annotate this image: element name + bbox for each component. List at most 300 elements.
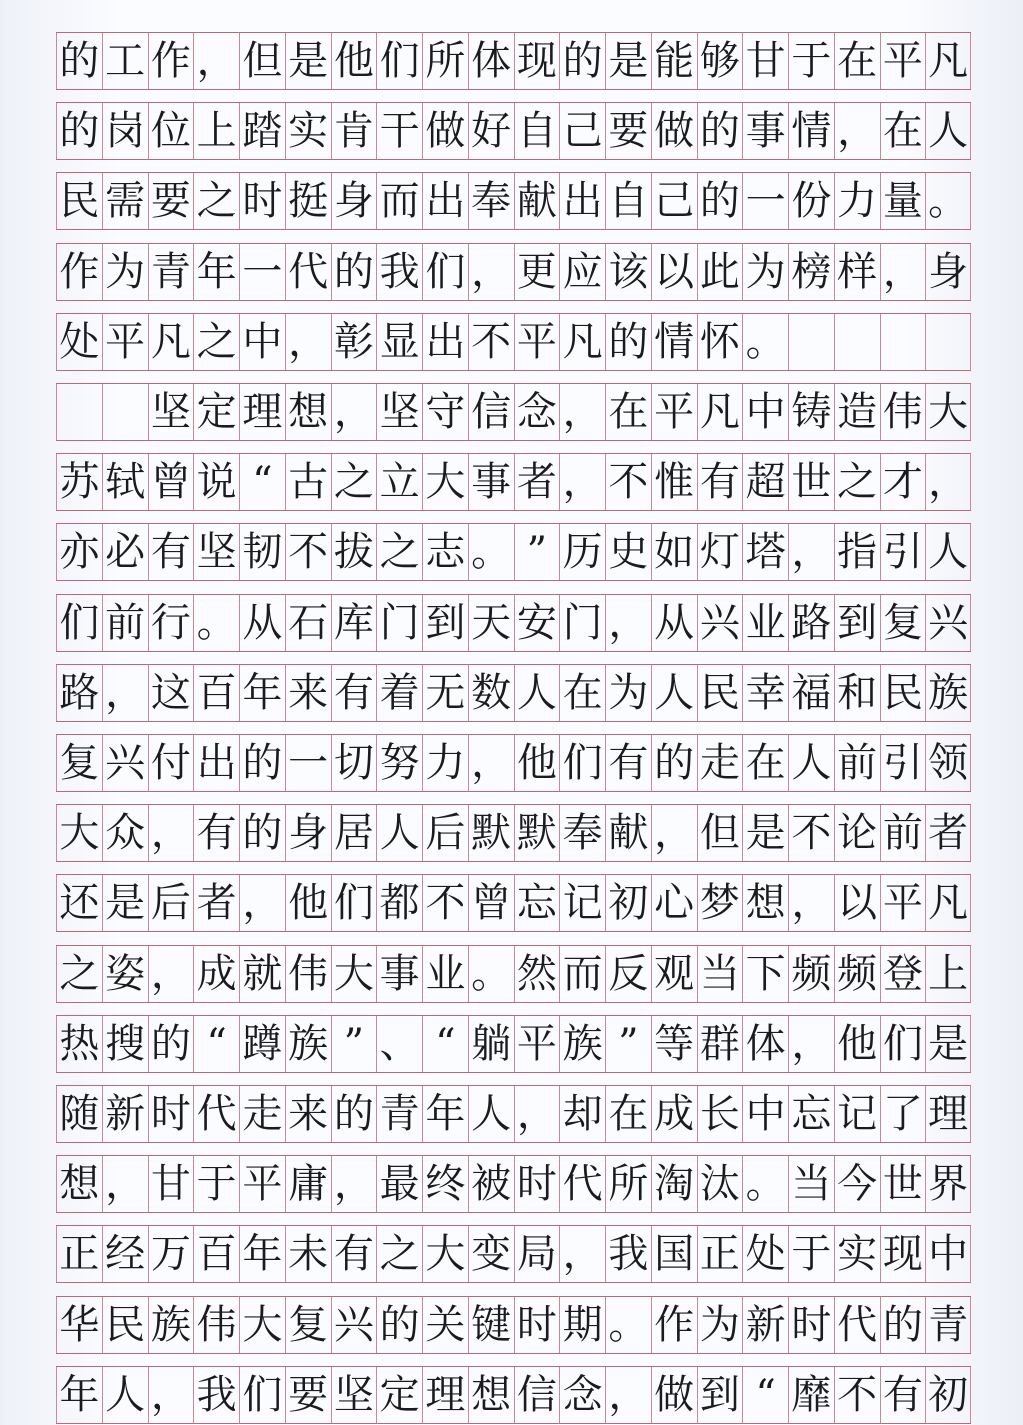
grid-cell: 福: [788, 665, 834, 721]
grid-cell: 不: [468, 314, 514, 370]
grid-cell: 事: [376, 946, 422, 1002]
grid-cell: 后: [148, 875, 194, 931]
grid-cell: 韧: [239, 524, 285, 580]
grid-cell: 如: [651, 524, 697, 580]
grid-cell: 者: [514, 454, 560, 510]
grid-cell: 代: [193, 1086, 239, 1142]
grid-cell: 显: [376, 314, 422, 370]
grid-cell: 岗: [102, 103, 148, 159]
grid-cell: 但: [239, 33, 285, 89]
grid-cell: ，: [559, 384, 605, 440]
grid-cell: 平: [880, 875, 926, 931]
grid-cell: 才: [880, 454, 926, 510]
grid-cell: 凡: [925, 33, 971, 89]
grid-cell: 是: [742, 805, 788, 861]
grid-cell: 中: [239, 314, 285, 370]
grid-cell: 作: [651, 1297, 697, 1353]
grid-cell: 大: [331, 946, 377, 1002]
grid-cell: 该: [605, 244, 651, 300]
grid-cell: 的: [376, 1297, 422, 1353]
grid-cell: 曾: [148, 454, 194, 510]
manuscript-line: [56, 32, 971, 90]
grid-cell: 键: [468, 1297, 514, 1353]
grid-cell: 期: [559, 1297, 605, 1353]
grid-cell: 伟: [193, 1297, 239, 1353]
grid-cell: 为: [102, 244, 148, 300]
grid-cell: 正: [697, 1226, 743, 1282]
grid-cell: 己: [651, 173, 697, 229]
grid-cell: 处: [742, 1226, 788, 1282]
grid-cell: 世: [788, 454, 834, 510]
grid-cell: 为: [605, 665, 651, 721]
grid-cell: 兴: [697, 595, 743, 651]
grid-cell: 复: [285, 1297, 331, 1353]
grid-cell: 都: [376, 875, 422, 931]
grid-cell: 更: [514, 244, 560, 300]
grid-cell: ，: [193, 33, 239, 89]
grid-cell: 平: [514, 314, 560, 370]
grid-cell: 人: [376, 805, 422, 861]
grid-cell: ”: [514, 524, 560, 580]
grid-cell: 们: [331, 875, 377, 931]
grid-cell: 年: [193, 244, 239, 300]
manuscript-line: [56, 804, 971, 862]
grid-cell: 榜: [788, 244, 834, 300]
manuscript-line: [56, 945, 971, 1003]
grid-cell: ，: [925, 454, 971, 510]
grid-cell: 工: [102, 33, 148, 89]
grid-cell: 代: [559, 1156, 605, 1212]
grid-cell: 实: [285, 103, 331, 159]
manuscript-line: [56, 1085, 971, 1143]
grid-cell: 作: [56, 244, 102, 300]
grid-cell: 人: [102, 1367, 148, 1423]
grid-cell: 亦: [56, 524, 102, 580]
grid-cell: 走: [697, 735, 743, 791]
grid-cell: 默: [514, 805, 560, 861]
grid-cell: 伟: [880, 384, 926, 440]
grid-cell: 幸: [742, 665, 788, 721]
grid-cell: 平: [651, 384, 697, 440]
grid-cell: ，: [605, 595, 651, 651]
grid-cell: 。: [742, 1156, 788, 1212]
grid-cell: 古: [285, 454, 331, 510]
grid-cell: 之: [193, 173, 239, 229]
grid-cell: 怀: [697, 314, 743, 370]
grid-cell: 群: [697, 1016, 743, 1072]
grid-cell: 变: [468, 1226, 514, 1282]
grid-cell: 的: [605, 314, 651, 370]
grid-cell: 情: [788, 103, 834, 159]
grid-cell: 凡: [925, 875, 971, 931]
grid-cell: 业: [742, 595, 788, 651]
grid-cell: 为: [697, 1297, 743, 1353]
grid-cell: 有: [697, 454, 743, 510]
grid-cell: 所: [605, 1156, 651, 1212]
grid-cell: 人: [925, 103, 971, 159]
grid-cell: 来: [285, 1086, 331, 1142]
grid-cell: 大: [422, 1226, 468, 1282]
grid-cell: 热: [56, 1016, 102, 1072]
grid-cell: ，: [788, 524, 834, 580]
grid-cell: 人: [514, 665, 560, 721]
grid-cell: ，: [102, 1156, 148, 1212]
grid-cell: ，: [148, 1367, 194, 1423]
grid-cell: 理: [422, 1367, 468, 1423]
grid-cell: 挺: [285, 173, 331, 229]
grid-cell: ，: [285, 314, 331, 370]
grid-cell: 终: [422, 1156, 468, 1212]
grid-cell: 族: [285, 1016, 331, 1072]
grid-cell: 力: [834, 173, 880, 229]
grid-cell: 然: [514, 946, 560, 1002]
grid-cell: 前: [102, 595, 148, 651]
grid-cell: 不: [605, 454, 651, 510]
grid-cell: 而: [559, 946, 605, 1002]
grid-cell: 记: [559, 875, 605, 931]
grid-cell: 在: [742, 735, 788, 791]
grid-cell: 局: [514, 1226, 560, 1282]
grid-cell: ，: [468, 735, 514, 791]
grid-cell: 到: [834, 595, 880, 651]
grid-cell: 苏: [56, 454, 102, 510]
grid-cell: 庸: [285, 1156, 331, 1212]
grid-cell: 己: [559, 103, 605, 159]
grid-cell: 初: [605, 875, 651, 931]
grid-cell: 出: [559, 173, 605, 229]
grid-cell: 自: [514, 103, 560, 159]
grid-cell: 身: [331, 173, 377, 229]
grid-cell: 努: [376, 735, 422, 791]
grid-cell: 有: [880, 1367, 926, 1423]
grid-cell: 世: [880, 1156, 926, 1212]
grid-cell: 要: [285, 1367, 331, 1423]
grid-cell: 来: [285, 665, 331, 721]
grid-cell: 在: [834, 33, 880, 89]
manuscript-line: [56, 1155, 971, 1213]
grid-cell: 而: [376, 173, 422, 229]
grid-cell: 坚: [376, 384, 422, 440]
grid-cell: 是: [925, 1016, 971, 1072]
grid-cell: 的: [651, 735, 697, 791]
grid-cell: 之: [834, 454, 880, 510]
grid-cell: 的: [331, 1086, 377, 1142]
grid-cell: 、: [376, 1016, 422, 1072]
grid-cell: 和: [834, 665, 880, 721]
grid-cell: [880, 314, 926, 370]
grid-cell: 们: [239, 1367, 285, 1423]
grid-cell: 民: [697, 665, 743, 721]
grid-cell: 想: [468, 1367, 514, 1423]
grid-cell: 新: [102, 1086, 148, 1142]
grid-cell: 信: [514, 1367, 560, 1423]
grid-cell: “: [742, 1367, 788, 1423]
grid-cell: 被: [468, 1156, 514, 1212]
grid-cell: 们: [56, 595, 102, 651]
manuscript-line: [56, 594, 971, 652]
grid-cell: 人: [651, 665, 697, 721]
grid-cell: 有: [148, 524, 194, 580]
grid-cell: ，: [880, 244, 926, 300]
grid-cell: 成: [193, 946, 239, 1002]
grid-cell: 需: [102, 173, 148, 229]
grid-cell: ”: [605, 1016, 651, 1072]
grid-cell: 中: [742, 1086, 788, 1142]
grid-cell: 后: [422, 805, 468, 861]
grid-cell: 以: [834, 875, 880, 931]
grid-cell: 路: [56, 665, 102, 721]
grid-cell: [788, 314, 834, 370]
grid-cell: 身: [925, 244, 971, 300]
grid-cell: 时: [514, 1297, 560, 1353]
grid-cell: 量: [880, 173, 926, 229]
grid-cell: 平: [239, 1156, 285, 1212]
grid-cell: [925, 314, 971, 370]
grid-cell: 当: [788, 1156, 834, 1212]
grid-cell: 复: [880, 595, 926, 651]
grid-cell: 超: [742, 454, 788, 510]
grid-cell: 们: [880, 1016, 926, 1072]
grid-cell: 一: [285, 735, 331, 791]
grid-cell: 到: [697, 1367, 743, 1423]
grid-cell: 者: [193, 875, 239, 931]
grid-cell: 干: [376, 103, 422, 159]
grid-cell: 梦: [697, 875, 743, 931]
grid-cell: ，: [239, 875, 285, 931]
grid-cell: “: [422, 1016, 468, 1072]
grid-cell: 守: [422, 384, 468, 440]
grid-cell: 在: [880, 103, 926, 159]
manuscript-line: [56, 734, 971, 792]
grid-cell: 是: [102, 875, 148, 931]
grid-cell: 频: [788, 946, 834, 1002]
grid-cell: 平: [102, 314, 148, 370]
grid-cell: 拔: [331, 524, 377, 580]
grid-cell: [102, 384, 148, 440]
grid-cell: 有: [331, 665, 377, 721]
grid-cell: 的: [56, 33, 102, 89]
grid-cell: 他: [834, 1016, 880, 1072]
grid-cell: 默: [468, 805, 514, 861]
grid-cell: 的: [56, 103, 102, 159]
grid-cell: ，: [788, 1016, 834, 1072]
grid-cell: 姿: [102, 946, 148, 1002]
grid-cell: 肯: [331, 103, 377, 159]
grid-cell: 但: [697, 805, 743, 861]
grid-cell: 了: [880, 1086, 926, 1142]
grid-cell: 们: [376, 33, 422, 89]
grid-cell: 必: [102, 524, 148, 580]
grid-cell: 好: [468, 103, 514, 159]
grid-cell: 灯: [697, 524, 743, 580]
grid-cell: 经: [102, 1226, 148, 1282]
grid-cell: ”: [331, 1016, 377, 1072]
grid-cell: 事: [468, 454, 514, 510]
grid-cell: 现: [514, 33, 560, 89]
grid-cell: 定: [376, 1367, 422, 1423]
grid-cell: 新: [742, 1297, 788, 1353]
grid-cell: 。: [605, 1297, 651, 1353]
grid-cell: 到: [422, 595, 468, 651]
grid-cell: 这: [148, 665, 194, 721]
grid-cell: 想: [56, 1156, 102, 1212]
grid-cell: 立: [376, 454, 422, 510]
grid-cell: 说: [193, 454, 239, 510]
grid-cell: 万: [148, 1226, 194, 1282]
grid-cell: 奉: [468, 173, 514, 229]
grid-cell: 前: [880, 805, 926, 861]
grid-cell: 念: [514, 384, 560, 440]
grid-cell: 史: [605, 524, 651, 580]
grid-cell: ，: [102, 665, 148, 721]
grid-cell: 就: [239, 946, 285, 1002]
grid-cell: 兴: [331, 1297, 377, 1353]
grid-cell: 的: [697, 173, 743, 229]
grid-cell: 之: [56, 946, 102, 1002]
grid-cell: 上: [193, 103, 239, 159]
grid-cell: 众: [102, 805, 148, 861]
grid-cell: 长: [697, 1086, 743, 1142]
manuscript-line: [56, 453, 971, 511]
grid-cell: 记: [834, 1086, 880, 1142]
grid-cell: 一: [239, 244, 285, 300]
grid-cell: 青: [148, 244, 194, 300]
grid-cell: 献: [605, 805, 651, 861]
grid-cell: 应: [559, 244, 605, 300]
grid-cell: 自: [605, 173, 651, 229]
grid-cell: ，: [834, 103, 880, 159]
grid-cell: 于: [788, 1226, 834, 1282]
grid-cell: 当: [697, 946, 743, 1002]
manuscript-line: [56, 102, 971, 160]
grid-cell: 人: [468, 1086, 514, 1142]
grid-cell: 最: [376, 1156, 422, 1212]
grid-cell: 代: [285, 244, 331, 300]
grid-cell: ，: [148, 805, 194, 861]
grid-cell: 未: [285, 1226, 331, 1282]
grid-cell: 做: [651, 103, 697, 159]
grid-cell: 论: [834, 805, 880, 861]
grid-cell: 。: [742, 314, 788, 370]
grid-cell: 志: [422, 524, 468, 580]
grid-cell: 初: [925, 1367, 971, 1423]
grid-cell: 时: [514, 1156, 560, 1212]
grid-cell: 门: [559, 595, 605, 651]
grid-cell: 曾: [468, 875, 514, 931]
grid-cell: 的: [239, 805, 285, 861]
grid-cell: 心: [651, 875, 697, 931]
grid-cell: 想: [285, 384, 331, 440]
grid-cell: 年: [56, 1367, 102, 1423]
grid-cell: ，: [468, 244, 514, 300]
grid-cell: 无: [422, 665, 468, 721]
grid-cell: 引: [880, 735, 926, 791]
grid-cell: 彰: [331, 314, 377, 370]
grid-cell: 有: [331, 1226, 377, 1282]
grid-cell: 轼: [102, 454, 148, 510]
grid-cell: 忘: [514, 875, 560, 931]
grid-cell: 时: [239, 173, 285, 229]
grid-cell: 做: [422, 103, 468, 159]
grid-cell: 出: [422, 314, 468, 370]
grid-cell: 伟: [285, 946, 331, 1002]
grid-cell: 所: [422, 33, 468, 89]
grid-cell: 做: [651, 1367, 697, 1423]
grid-cell: 观: [651, 946, 697, 1002]
grid-cell: 我: [376, 244, 422, 300]
grid-cell: 时: [148, 1086, 194, 1142]
grid-cell: 位: [148, 103, 194, 159]
grid-cell: 人: [925, 524, 971, 580]
grid-cell: 年: [239, 665, 285, 721]
grid-cell: 切: [331, 735, 377, 791]
manuscript-line: [56, 523, 971, 581]
grid-cell: ，: [559, 1226, 605, 1282]
grid-cell: 搜: [102, 1016, 148, 1072]
grid-cell: 处: [56, 314, 102, 370]
grid-cell: 能: [651, 33, 697, 89]
grid-cell: 民: [880, 665, 926, 721]
grid-cell: 理: [925, 1086, 971, 1142]
grid-cell: 的: [148, 1016, 194, 1072]
grid-cell: 引: [880, 524, 926, 580]
grid-cell: 力: [422, 735, 468, 791]
grid-cell: 大: [239, 1297, 285, 1353]
grid-cell: 不: [422, 875, 468, 931]
grid-cell: 于: [193, 1156, 239, 1212]
grid-cell: 体: [742, 1016, 788, 1072]
grid-cell: 奉: [559, 805, 605, 861]
manuscript-line: [56, 313, 971, 371]
grid-cell: 造: [834, 384, 880, 440]
grid-cell: 前: [834, 735, 880, 791]
grid-cell: 华: [56, 1297, 102, 1353]
grid-cell: “: [193, 1016, 239, 1072]
manuscript-line: [56, 243, 971, 301]
grid-cell: 为: [742, 244, 788, 300]
grid-cell: 族: [559, 1016, 605, 1072]
grid-cell: 出: [193, 735, 239, 791]
grid-cell: 随: [56, 1086, 102, 1142]
grid-cell: 兴: [925, 595, 971, 651]
grid-cell: 凡: [559, 314, 605, 370]
grid-cell: 界: [925, 1156, 971, 1212]
grid-cell: 在: [605, 1086, 651, 1142]
grid-cell: 定: [193, 384, 239, 440]
grid-cell: 库: [331, 595, 377, 651]
grid-cell: 兴: [102, 735, 148, 791]
manuscript-line: [56, 1366, 971, 1424]
grid-cell: 行: [148, 595, 194, 651]
grid-cell: 我: [605, 1226, 651, 1282]
grid-cell: 人: [788, 735, 834, 791]
grid-cell: 我: [193, 1367, 239, 1423]
grid-cell: 平: [880, 33, 926, 89]
grid-cell: 青: [925, 1297, 971, 1353]
grid-cell: ，: [605, 1367, 651, 1423]
grid-cell: 体: [468, 33, 514, 89]
grid-cell: 坚: [148, 384, 194, 440]
grid-cell: 复: [56, 735, 102, 791]
grid-cell: 正: [56, 1226, 102, 1282]
grid-cell: 靡: [788, 1367, 834, 1423]
grid-cell: 民: [56, 173, 102, 229]
grid-cell: 中: [742, 384, 788, 440]
grid-cell: 走: [239, 1086, 285, 1142]
grid-cell: 份: [788, 173, 834, 229]
grid-cell: 百: [193, 1226, 239, 1282]
grid-cell: 历: [559, 524, 605, 580]
